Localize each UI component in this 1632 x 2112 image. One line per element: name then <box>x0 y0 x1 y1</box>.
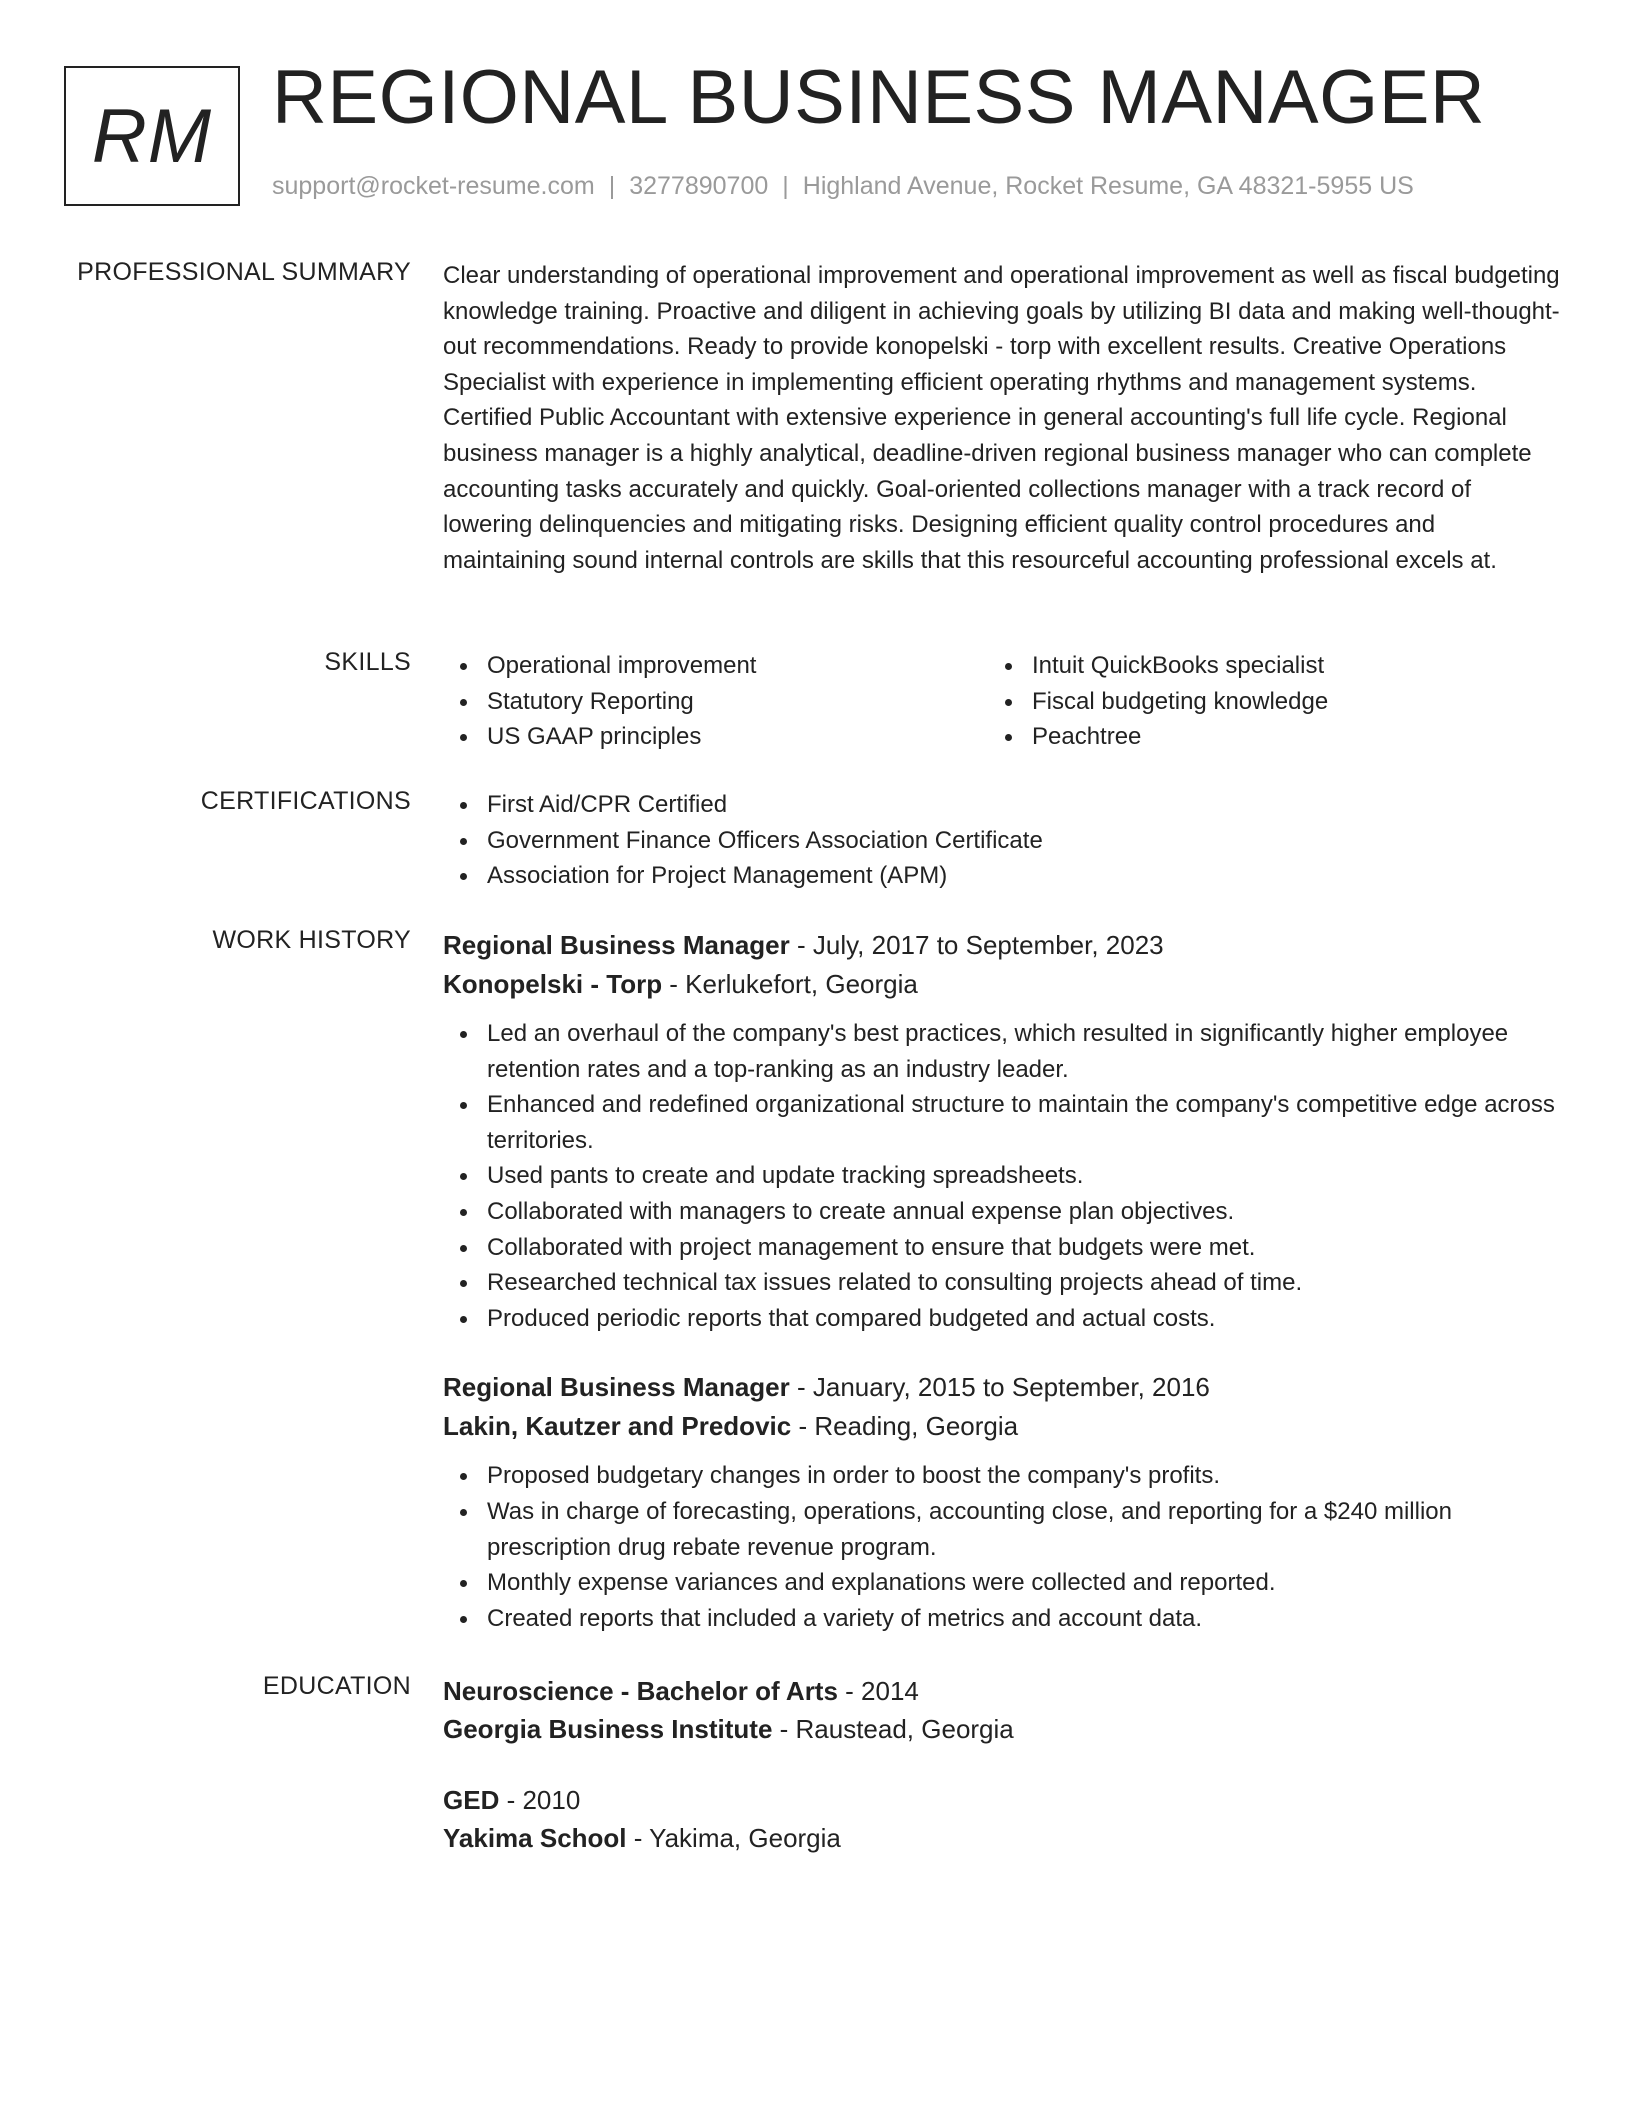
job-bullet: Was in charge of forecasting, operations, accounting close, and reporting for a $240 million prescription drug rebate revenue program. <box>443 1494 1563 1565</box>
skill-item: US GAAP principles <box>443 719 988 755</box>
work-history-body <box>443 926 1563 1636</box>
section-label-education: EDUCATION <box>262 1672 411 1700</box>
skill-item: Peachtree <box>988 719 1533 755</box>
job-dates: - January, 2015 to September, 2016 <box>789 1372 1210 1403</box>
education-body <box>443 1672 1563 1857</box>
resume-title: REGIONAL BUSINESS MANAGER <box>272 55 1486 140</box>
job-title: Regional Business Manager <box>443 1372 790 1403</box>
education-year: - 2014 <box>837 1676 919 1706</box>
summary-text: Clear understanding of operational improvement and operational improvement as well as fiscal budgeting knowledge training. Proactive and diligent in achieving goals by utilizing BI data and making well-thought-out recommendations. Ready to provide konopelski - torp with excellent results. Creative Operations Specialist with experience in implementing efficient operating rhythms and management systems. Certified Public Accountant with extensive experience in general accounting's full life cycle. Regional business manager is a highly analytical, deadline-driven regional business manager who can complete accounting tasks accurately and quickly. Goal-oriented collections manager with a track record of lowering delinquencies and mitigating risks. Designing efficient quality control procedures and maintaining sound internal controls are skills that this resourceful accounting professional excels at. <box>443 262 1560 574</box>
skill-item: Intuit QuickBooks specialist <box>988 648 1533 684</box>
skill-item: Fiscal budgeting knowledge <box>988 684 1533 720</box>
section-label-summary: PROFESSIONAL SUMMARY <box>77 258 411 286</box>
monogram-box <box>64 66 240 206</box>
job-bullet: Used pants to create and update tracking spreadsheets. <box>443 1158 1563 1194</box>
skills-body <box>443 648 1563 755</box>
education-school: Yakima School <box>443 1823 627 1853</box>
contact-email[interactable]: support@rocket-resume.com <box>272 172 595 200</box>
job-title: Regional Business Manager <box>443 930 790 960</box>
job-bullet: Monthly expense variances and explanations were collected and reported. <box>443 1565 1563 1601</box>
education-entry <box>443 1672 1563 1748</box>
job-company-line <box>443 1407 1563 1446</box>
education-school: Georgia Business Institute <box>443 1714 773 1744</box>
section-label-work-history: WORK HISTORY <box>212 926 411 954</box>
job-entry <box>443 926 1563 1336</box>
job-bullets <box>443 1016 1563 1336</box>
job-bullet: Proposed budgetary changes in order to boost the company's profits. <box>443 1458 1563 1494</box>
job-bullet: Led an overhaul of the company's best practices, which resulted in significantly higher employee retention rates and a top-ranking as an industry leader. <box>443 1016 1563 1087</box>
job-bullet: Collaborated with managers to create annual expense plan objectives. <box>443 1194 1563 1230</box>
skills-list-right <box>988 648 1533 755</box>
certifications-list <box>443 787 1563 894</box>
certification-item: Government Finance Officers Association Certificate <box>443 823 1563 859</box>
education-degree: GED <box>443 1785 500 1815</box>
monogram-initials: RM <box>91 93 213 179</box>
section-label-skills: SKILLS <box>324 648 411 676</box>
job-bullets <box>443 1458 1563 1636</box>
skill-item: Operational improvement <box>443 648 988 684</box>
education-year: - 2010 <box>499 1785 581 1815</box>
contact-separator: | <box>608 172 616 200</box>
skill-item: Statutory Reporting <box>443 684 988 720</box>
education-degree: Neuroscience - Bachelor of Arts <box>443 1676 838 1706</box>
skills-grid <box>443 648 1563 755</box>
education-school-line <box>443 1710 1563 1748</box>
job-company: Lakin, Kautzer and Predovic <box>443 1411 792 1442</box>
education-location: - Raustead, Georgia <box>772 1714 1014 1744</box>
job-title-line <box>443 926 1563 965</box>
certification-item: Association for Project Management (APM) <box>443 858 1563 894</box>
job-entry <box>443 1368 1563 1636</box>
education-location: - Yakima, Georgia <box>626 1823 841 1853</box>
education-entry <box>443 1781 1563 1857</box>
job-bullet: Created reports that included a variety of metrics and account data. <box>443 1601 1563 1637</box>
education-school-line <box>443 1819 1563 1857</box>
contact-address: Highland Avenue, Rocket Resume, GA 48321-5955 US <box>802 172 1414 200</box>
skills-list-left <box>443 648 988 755</box>
job-bullet: Researched technical tax issues related to consulting projects ahead of time. <box>443 1265 1563 1301</box>
certification-item: First Aid/CPR Certified <box>443 787 1563 823</box>
education-degree-line <box>443 1781 1563 1819</box>
section-label-certifications: CERTIFICATIONS <box>200 787 411 815</box>
contact-line <box>272 172 1414 201</box>
certifications-body <box>443 787 1563 894</box>
job-company: Konopelski - Torp <box>443 969 663 999</box>
job-bullet: Produced periodic reports that compared budgeted and actual costs. <box>443 1301 1563 1337</box>
job-bullet: Collaborated with project management to ensure that budgets were met. <box>443 1230 1563 1266</box>
job-company-line <box>443 965 1563 1004</box>
job-bullet: Enhanced and redefined organizational structure to maintain the company's competitive edge across territories. <box>443 1087 1563 1158</box>
job-location: - Kerlukefort, Georgia <box>662 969 918 999</box>
summary-body <box>443 258 1563 578</box>
education-degree-line <box>443 1672 1563 1710</box>
job-title-line <box>443 1368 1563 1407</box>
contact-separator: | <box>782 172 789 200</box>
job-location: - Reading, Georgia <box>791 1411 1019 1442</box>
job-dates: - July, 2017 to September, 2023 <box>789 930 1164 960</box>
contact-phone[interactable]: 3277890700 <box>629 172 769 200</box>
